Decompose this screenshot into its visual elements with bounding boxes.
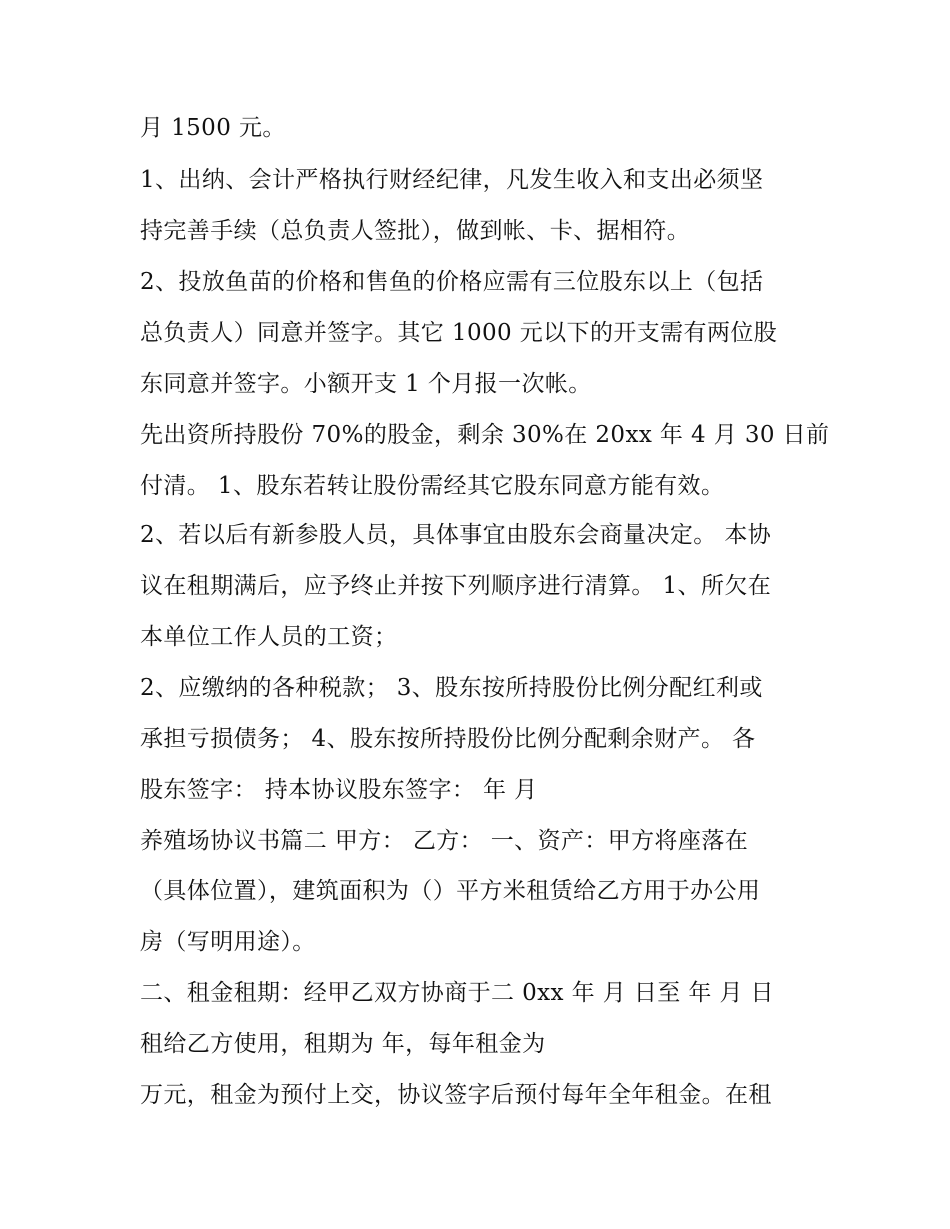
- text-line: 承担亏损债务； 4、股东按所持股份比例分配剩余财产。 各: [140, 726, 756, 752]
- text-line: 租给乙方使用，租期为 年，每年租金为: [140, 1031, 546, 1057]
- text-line: 2、若以后有新参股人员，具体事宜由股东会商量决定。 本协: [140, 522, 772, 548]
- text-line: 东同意并签字。小额开支 1 个月报一次帐。: [140, 371, 592, 397]
- text-line: 房（写明用途）。: [140, 929, 316, 955]
- text-line: 股东签字： 持本协议股东签字： 年 月: [140, 777, 538, 803]
- text-line: 万元，租金为预付上交，协议签字后预付每年全年租金。在租: [140, 1082, 772, 1108]
- text-line: 议在租期满后，应予终止并按下列顺序进行清算。 1、所欠在: [140, 573, 772, 599]
- text-line: 先出资所持股份 70%的股金，剩余 30%在 20xx 年 4 月 30 日前: [140, 422, 830, 448]
- text-line: （具体位置），建筑面积为（）平方米租赁给乙方用于办公用: [140, 878, 761, 904]
- text-line: 1、出纳、会计严格执行财经纪律，凡发生收入和支出必须坚: [140, 167, 764, 193]
- text-line: 持完善手续（总负责人签批），做到帐、卡、据相符。: [140, 218, 691, 244]
- text-line: 总负责人）同意并签字。其它 1000 元以下的开支需有两位股: [140, 320, 778, 346]
- text-line: 养殖场协议书篇二 甲方： 乙方： 一、资产：甲方将座落在: [140, 828, 749, 854]
- text-line: 2、应缴纳的各种税款； 3、股东按所持股份比例分配红利或: [140, 675, 763, 701]
- text-line: 月 1500 元。: [140, 115, 286, 141]
- text-line: 本单位工作人员的工资；: [140, 624, 398, 650]
- text-line: 二、租金租期：经甲乙双方协商于二 0xx 年 月 日至 年 月 日: [140, 980, 774, 1006]
- text-line: 2、投放鱼苗的价格和售鱼的价格应需有三位股东以上（包括: [140, 269, 764, 295]
- text-line: 付清。 1、股东若转让股份需经其它股东同意方能有效。: [140, 473, 725, 499]
